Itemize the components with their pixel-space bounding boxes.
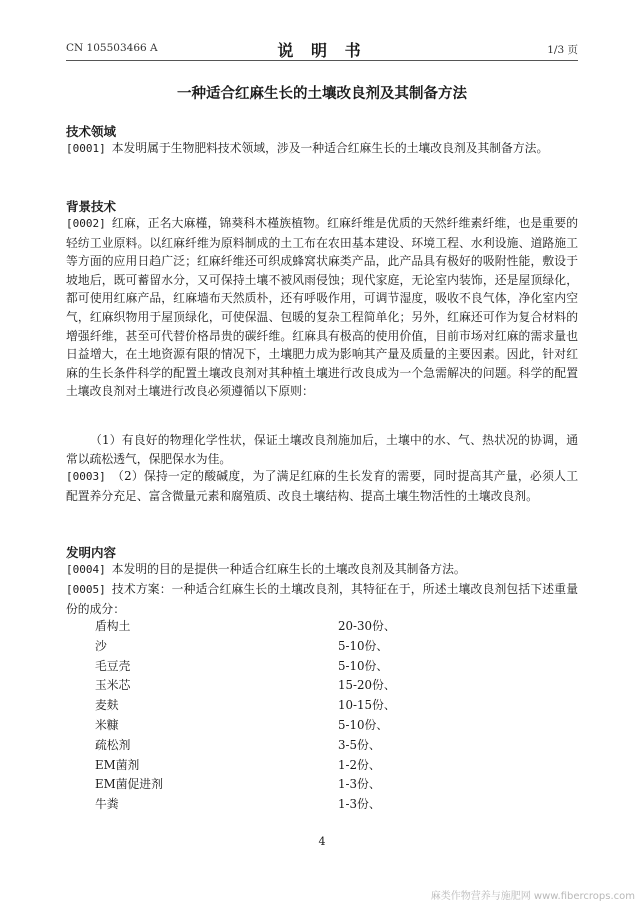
ingredient-row bbox=[95, 657, 495, 677]
ingredient-qty: 15-20份、 bbox=[338, 678, 396, 693]
paragraph-0005 bbox=[66, 580, 578, 618]
ingredient-row bbox=[95, 637, 495, 657]
ingredient-name: 玉米芯 bbox=[95, 678, 131, 693]
paragraph-number: [0001] bbox=[66, 142, 106, 155]
ingredient-name: 毛豆壳 bbox=[95, 658, 131, 673]
header-divider bbox=[66, 60, 578, 61]
ingredient-list bbox=[95, 617, 495, 815]
ingredient-row bbox=[95, 676, 495, 696]
paragraph-0001 bbox=[66, 139, 578, 159]
paragraph-0002 bbox=[66, 214, 578, 401]
ingredient-name: 牛粪 bbox=[95, 797, 119, 812]
document-title: 一种适合红麻生长的土壤改良剂及其制备方法 bbox=[177, 86, 467, 102]
paragraph-text: 本发明的目的是提供一种适合红麻生长的土壤改良剂及其制备方法。 bbox=[111, 562, 466, 576]
ingredient-qty: 1-2份、 bbox=[338, 757, 381, 772]
ingredient-qty: 5-10份、 bbox=[338, 658, 389, 673]
doc-number: CN 105503466 A bbox=[66, 42, 158, 54]
ingredient-qty: 3-5份、 bbox=[338, 737, 381, 752]
page-info: 1/3 页 bbox=[547, 44, 578, 56]
ingredient-row bbox=[95, 716, 495, 736]
paragraph-0004 bbox=[66, 560, 578, 580]
paragraph-text: 技术方案：一种适合红麻生长的土壤改良剂，其特征在于，所述土壤改良剂包括下述重量份的成分： bbox=[66, 582, 578, 616]
paragraph-text: 红麻，正名大麻槿，锦葵科木槿族植物。红麻纤维是优质的天然纤维素纤维，也是重要的轻纺工业原料。以红麻纤维为原料制成的土工布在农田基本建设、环境工程、水利设施、道路施工等方面的应用日趋广泛；红麻纤维还可织成蜂窝状麻类产品，此产品具有极好的吸附性能，敷设于坡地后，既可蓄留水分，又可保持土壤不被风雨侵蚀；现代家庭，无论室内装饰，还是屋顶绿化，都可使用红麻产品，红麻墙布天然质朴，还有呼吸作用，可调节湿度，吸收不良气体，净化室内空气，红麻织物用于屋顶绿化，可使保温、包暖的复杂工程简单化；另外，红麻还可作为复合材料的增强纤维，甚至可代替价格昂贵的碳纤维。红麻具有极高的使用价值，目前市场对红麻的需求量也日益增大，在土地资源有限的情况下，土壤肥力成为影响其产量及质量的主要因素。因此，针对红麻的生长条件科学的配置土壤改良剂对其种植土壤进行改良成为一个急需解决的问题。科学的配置土壤改良剂对土壤进行改良必须遵循以下原则： bbox=[66, 216, 578, 399]
heading-tech-field: 技术领域 bbox=[66, 124, 117, 139]
paragraph-number: [0003] bbox=[66, 470, 106, 483]
site-watermark: 麻类作物营养与施肥网 www.fibercrops.com bbox=[430, 891, 635, 902]
heading-background: 背景技术 bbox=[66, 199, 117, 214]
paragraph-number: [0002] bbox=[66, 217, 106, 230]
ingredient-row bbox=[95, 775, 495, 795]
ingredient-qty: 1-3份、 bbox=[338, 797, 381, 812]
paragraph-text: （2）保持一定的酸碱度，为了满足红麻的生长发育的需要，同时提高其产量，必须人工配置养分充足、富含微量元素和腐殖质、改良土壤结构、提高土壤生物活性的土壤改良剂。 bbox=[66, 469, 578, 503]
ingredient-row bbox=[95, 617, 495, 637]
ingredient-row bbox=[95, 756, 495, 776]
ingredient-qty: 1-3份、 bbox=[338, 777, 381, 792]
ingredient-qty: 5-10份、 bbox=[338, 638, 389, 653]
ingredient-row bbox=[95, 696, 495, 716]
paragraph-0003 bbox=[66, 467, 578, 505]
ingredient-name: EM菌剂 bbox=[95, 757, 140, 772]
ingredient-row bbox=[95, 736, 495, 756]
page-number: 4 bbox=[318, 835, 326, 848]
ingredient-name: 米糠 bbox=[95, 717, 119, 732]
paragraph-number: [0004] bbox=[66, 563, 106, 576]
heading-invention: 发明内容 bbox=[66, 545, 117, 560]
ingredient-name: EM菌促进剂 bbox=[95, 777, 163, 792]
ingredient-qty: 20-30份、 bbox=[338, 619, 396, 633]
doc-type: 说 明 书 bbox=[277, 41, 367, 60]
principle-1: （1）有良好的物理化学性状，保证土壤改良剂施加后，土壤中的水、气、热状况的协调，通常以疏松透气，保肥保水为佳。 bbox=[66, 433, 578, 466]
paragraph-number: [0005] bbox=[66, 583, 106, 596]
ingredient-name: 盾构土 bbox=[95, 619, 131, 633]
paragraph-text: 本发明属于生物肥料技术领域，涉及一种适合红麻生长的土壤改良剂及其制备方法。 bbox=[111, 141, 549, 155]
ingredient-name: 沙 bbox=[95, 638, 107, 653]
ingredient-qty: 10-15份、 bbox=[338, 698, 396, 713]
ingredient-name: 麦麸 bbox=[95, 698, 119, 713]
ingredient-qty: 5-10份、 bbox=[338, 717, 389, 732]
page-header bbox=[66, 38, 578, 58]
ingredient-name: 疏松剂 bbox=[95, 737, 131, 752]
ingredient-row bbox=[95, 795, 495, 815]
